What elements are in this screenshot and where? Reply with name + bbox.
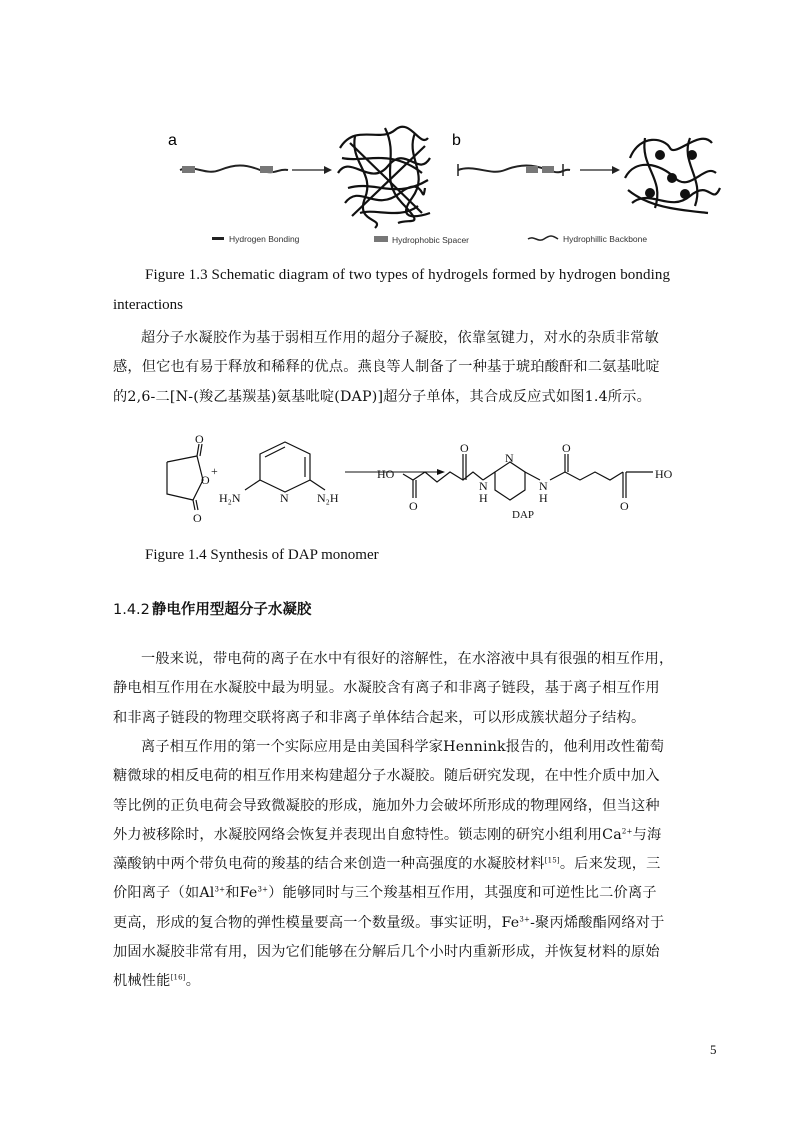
- legend-backbone-swatch: [528, 236, 558, 240]
- panel-b-label: b: [452, 132, 461, 149]
- dap-o-right-top: O: [562, 441, 571, 455]
- section-title: 静电作用型超分子水凝胶: [151, 602, 312, 618]
- legend-spacer-label: Hydrophobic Spacer: [392, 235, 470, 245]
- legend-spacer-swatch: [374, 236, 388, 242]
- hydrophobic-spacer-a2: [260, 166, 273, 173]
- para3-line9: 机械性能: [113, 973, 171, 990]
- para3-line6c: ）能够同时与三个羧基相互作用，其强度和可逆性比二价离子: [268, 885, 657, 902]
- reactant-nh2: N₂H: [317, 491, 339, 505]
- superscript-fe-charge-2: 3+: [519, 915, 531, 924]
- figure-1-3-caption-line2: interactions: [113, 297, 183, 313]
- para3-line1: 离子相互作用的第一个实际应用是由美国科学家Hennink报告的，他利用改性葡萄: [141, 739, 665, 755]
- legend-hbond-label: Hydrogen Bonding: [229, 234, 300, 244]
- superscript-ca-charge: 2+: [621, 827, 633, 836]
- para3-line5-end: 。后来发现，三: [559, 856, 661, 873]
- hydrophobic-spacer-b1: [526, 166, 538, 173]
- hydrophobic-spacer-a1: [182, 166, 195, 173]
- anhydride-o-bottom: O: [193, 511, 202, 524]
- panel-a-label: a: [168, 132, 177, 149]
- citation-16[interactable]: [16]: [170, 973, 186, 982]
- hydrogel-network-a: [338, 127, 430, 228]
- citation-15[interactable]: [15]: [544, 856, 560, 865]
- dap-o-left-top: O: [460, 441, 469, 455]
- section-heading: [113, 598, 311, 619]
- dap-nh-right-n: N: [539, 479, 548, 493]
- figure-1-3-caption-cont: [113, 294, 183, 317]
- para3-line5: 藻酸钠中两个带负电荷的羧基的结合来创造一种高强度的水凝胶材料: [113, 856, 545, 873]
- anhydride-o-top: O: [195, 432, 204, 446]
- para3-line6a: 价阳离子（如Al: [113, 885, 215, 902]
- dap-pyridine-n: N: [505, 451, 514, 465]
- figure-1-4-caption-text: Figure 1.4 Synthesis of DAP monomer: [145, 547, 379, 563]
- section-number: 1.4.2: [113, 602, 150, 618]
- reactant-ring-n: N: [280, 491, 289, 505]
- superscript-fe-charge: 3+: [257, 885, 269, 894]
- para3-line8: 加固水凝胶非常有用，因为它们能够在分解后几个小时内重新形成，并恢复材料的原始: [113, 944, 660, 961]
- para3-line3: 等比例的正负电荷会导致微凝胶的形成，施加外力会破坏所形成的物理网络，但当这种: [113, 797, 660, 814]
- arrowhead-b: [612, 166, 620, 174]
- para3-line6b: 和Fe: [225, 885, 258, 902]
- plus-sign: +: [211, 464, 218, 478]
- hydrophobic-spacer-b2: [542, 166, 554, 173]
- figure-1-3-caption: [145, 264, 720, 287]
- figure-1-4-caption: [145, 544, 379, 567]
- dap-nh-left-h: H: [479, 491, 488, 505]
- dap-ho-left: HO: [377, 467, 395, 481]
- figure-1-3-caption-line1: Figure 1.3 Schematic diagram of two types of hydrogels formed by hydrogen bonding: [145, 267, 671, 283]
- legend-backbone-label: Hydrophillic Backbone: [563, 234, 648, 244]
- dap-o-left-bottom: O: [409, 499, 418, 513]
- para2-line1: 一般来说，带电荷的离子在水中有很好的溶解性，在水溶液中具有很强的相互作用，: [141, 651, 674, 667]
- para1-line2: 感，但它也有易于释放和稀释的优点。燕良等人制备了一种基于琥珀酸酐和二氨基吡啶: [113, 359, 660, 376]
- para3-line2: 糖微球的相反电荷的相互作用来构建超分子水凝胶。随后研究发现，在中性介质中加入: [113, 768, 660, 785]
- dap-nh-right-h: H: [539, 491, 548, 505]
- reactant-h2n: H₂N: [219, 491, 241, 505]
- para3-line4-end: 与海: [632, 826, 662, 843]
- dap-nh-left-n: N: [479, 479, 488, 493]
- para1-line3: 的2,6-二[N-(羧乙基羰基)氨基吡啶(DAP)]超分子单体，其合成反应式如图1.4所示。: [113, 388, 651, 405]
- para3-line9-end: 。: [185, 973, 201, 990]
- legend-hbond-swatch: [212, 237, 224, 240]
- figure-1-4-reaction-scheme: [145, 432, 705, 524]
- paragraph-3: [113, 733, 720, 997]
- arrowhead-a: [324, 166, 332, 174]
- anhydride-o-ring: O: [201, 473, 210, 487]
- figure-1-3-schematic: [160, 118, 730, 253]
- page-number: 5: [710, 1042, 717, 1057]
- paragraph-2: [113, 645, 720, 733]
- dap-label: DAP: [512, 509, 535, 521]
- paragraph-1: [113, 324, 720, 412]
- dap-o-right-bottom: O: [620, 499, 629, 513]
- superscript-al-charge: 3+: [214, 885, 226, 894]
- para1-line1: 超分子水凝胶作为基于弱相互作用的超分子凝胶，依靠氢键力，对水的杂质非常敏: [141, 330, 659, 346]
- para3-line7b: -聚丙烯酸酯网络对于: [530, 914, 665, 931]
- para2-line2: 静电相互作用在水凝胶中最为明显。水凝胶含有离子和非离子链段，基于离子相互作用: [113, 680, 660, 697]
- para3-line7a: 更高，形成的复合物的弹性模量要高一个数量级。事实证明，Fe: [113, 914, 520, 931]
- para3-line4: 外力被移除时，水凝胶网络会恢复并表现出自愈特性。锁志刚的研究小组利用Ca: [113, 826, 622, 843]
- para2-line3: 和非离子链段的物理交联将离子和非离子单体结合起来，可以形成簇状超分子结构。: [113, 709, 646, 726]
- dap-ho-right: HO: [655, 467, 673, 481]
